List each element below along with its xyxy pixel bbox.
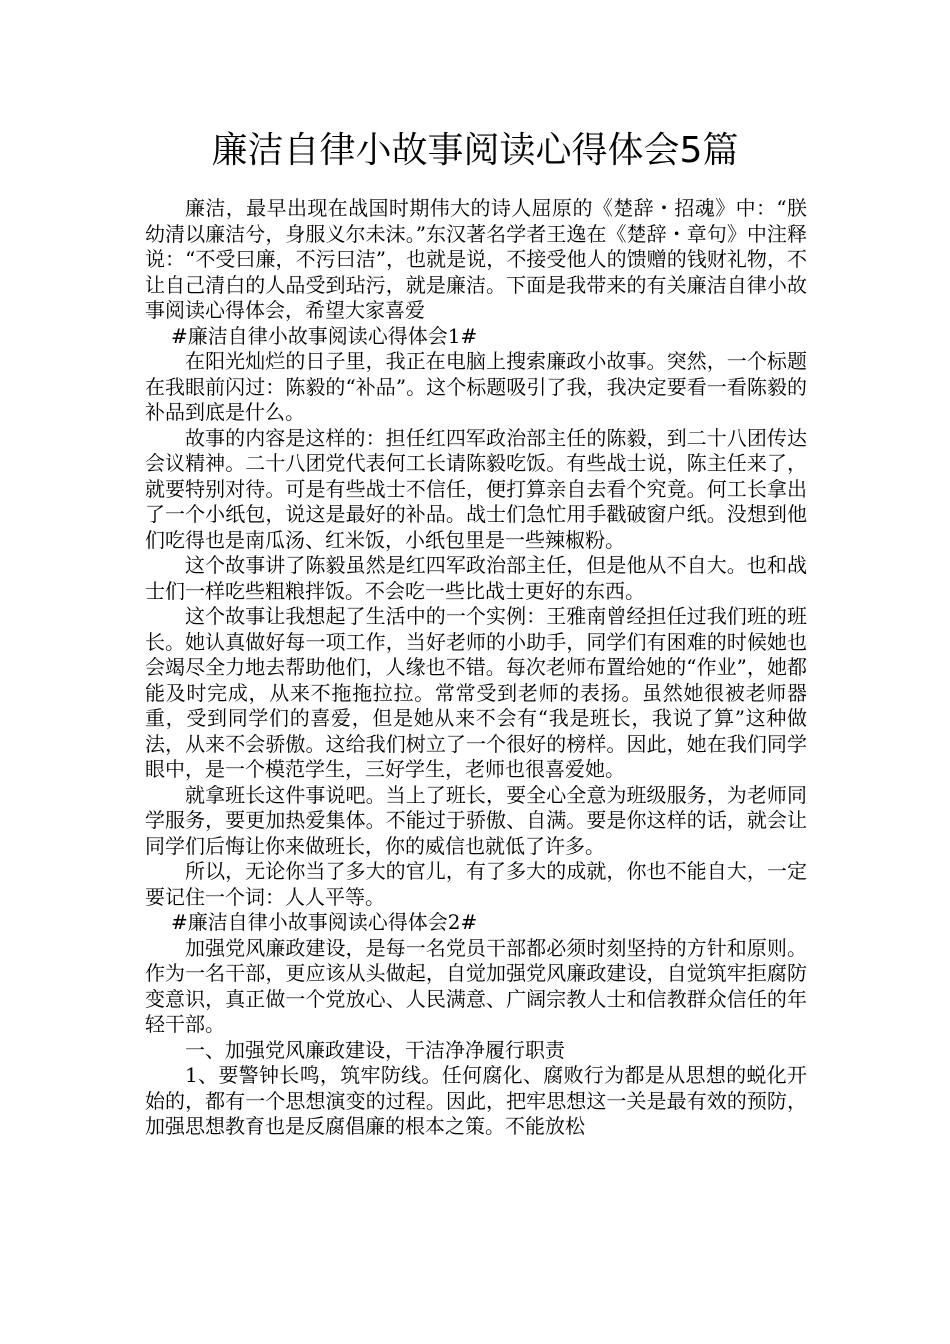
document-title: 廉洁自律小故事阅读心得体会5篇: [211, 130, 739, 171]
body-paragraph: 这个故事让我想起了生活中的一个实例：王雅南曾经担任过我们班的班长。她认真做好每一项工作，当好老师的小助手，同学们有困难的时候她也会竭尽全力地去帮助他们，人缘也不错。每次老师布置给她的“作业”，她都能及时完成，从来不拖拖拉拉。常常受到老师的表扬。虽然她很被老师器重，受到同学们的喜爱，但是她从来不会有“我是班长，我说了算”这种做法，从来不会骄傲。这给我们树立了一个很好的榜样。因此，她在我们同学眼中，是一个模范学生，三好学生，老师也很喜爱她。: [145, 604, 807, 781]
section-heading-1: #廉洁自律小故事阅读心得体会1#: [171, 323, 478, 348]
section-heading-2: #廉洁自律小故事阅读心得体会2#: [171, 910, 478, 934]
body-paragraph: 加强党风廉政建设，是每一名党员干部都必须时刻坚持的方针和原则。作为一名干部，更应该从头做起，自觉加强党风廉政建设，自觉筑牢拒腐防变意识，真正做一个党放心、人民满意、广阔宗教人士和信教群众信任的年轻干部。: [145, 935, 807, 1036]
document-body: [145, 196, 807, 1140]
subsection-heading: 一、加强党风廉政建设，干洁净净履行职责: [185, 1037, 565, 1062]
body-paragraph: 在阳光灿烂的日子里，我正在电脑上搜索廉政小故事。突然，一个标题在我眼前闪过：陈毅的“补品”。这个标题吸引了我，我决定要看一看陈毅的补品到底是什么。: [145, 349, 807, 424]
body-paragraph: 故事的内容是这样的：担任红四军政治部主任的陈毅，到二十八团传达会议精神。二十八团党代表何工长请陈毅吃饭。有些战士说，陈主任来了，就要特别对待。可是有些战士不信任，便打算亲自去看个究竟。何工长拿出了一个小纸包，说这是最好的补品。战士们急忙用手戳破窗户纸。没想到他们吃得也是南瓜汤、红米饭，小纸包里是一些辣椒粉。: [145, 425, 807, 552]
body-paragraph: 所以，无论你当了多大的官儿，有了多大的成就，你也不能自大，一定要记住一个词：人人平等。: [145, 859, 807, 909]
body-paragraph: 就拿班长这件事说吧。当上了班长，要全心全意为班级服务，为老师同学服务，要更加热爱集体。不能过于骄傲、自满。要是你这样的话，就会让同学们后悔让你来做班长，你的威信也就低了许多。: [145, 782, 807, 858]
body-paragraph: 1、要警钟长鸣，筑牢防线。任何腐化、腐败行为都是从思想的蜕化开始的，都有一个思想演变的过程。因此，把牢思想这一关是最有效的预防，加强思想教育也是反腐倡廉的根本之策。不能放松: [145, 1063, 807, 1138]
intro-paragraph: 廉洁，最早出现在战国时期伟大的诗人屈原的《楚辞・招魂》中：“朕幼清以廉洁兮，身服义尔未沫。”东汉著名学者王逸在《楚辞・章句》中注释说：“不受曰廉，不污曰洁”，也就是说，不接受他人的馈赠的钱财礼物，不让自己清白的人品受到玷污，就是廉洁。下面是我带来的有关廉洁自律小故事阅读心得体会，希望大家喜爱: [145, 196, 807, 322]
body-paragraph: 这个故事讲了陈毅虽然是红四军政治部主任，但是他从不自大。也和战士们一样吃些粗粮拌饭。不会吃一些比战士更好的东西。: [145, 553, 807, 603]
